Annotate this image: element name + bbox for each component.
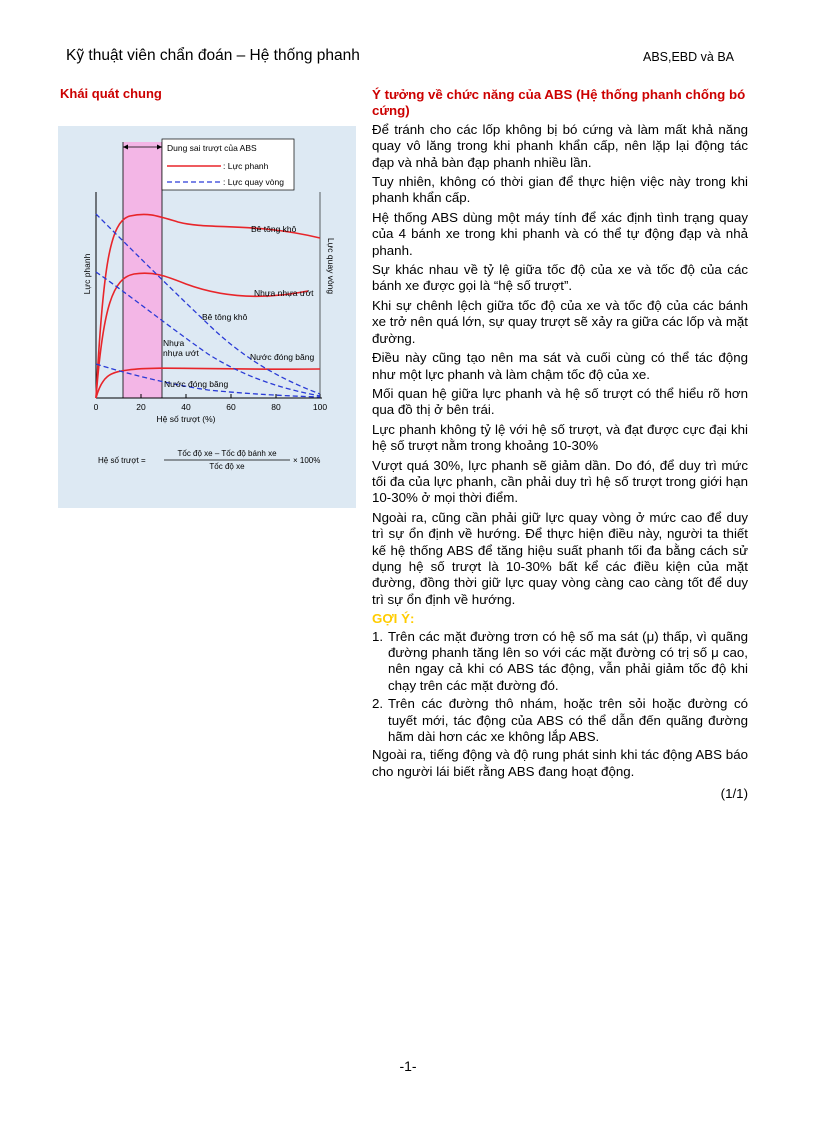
header-right: ABS,EBD và BA xyxy=(642,50,734,64)
paragraph-6: Điều này cũng tạo nên ma sát và cuối cùng có thể tác động như một lực phanh và làm chậm tốc độ của xe. xyxy=(372,350,748,382)
paragraph-3: Hệ thống ABS dùng một máy tính để xác định tình trạng quay của 4 bánh xe trong khi phanh và có thể tự động đạp và nhả phanh. xyxy=(372,209,748,258)
label-ice-left: Nước đóng băng xyxy=(164,379,229,389)
x-axis-label: Hệ số trượt (%) xyxy=(156,414,216,424)
page-number: -1- xyxy=(399,1058,417,1074)
tick-label-60: 60 xyxy=(226,402,236,412)
formula-denominator: Tốc độ xe xyxy=(209,462,245,471)
tick-label-40: 40 xyxy=(181,402,191,412)
right-column xyxy=(372,87,748,803)
tick-label-100: 100 xyxy=(312,402,328,412)
paragraph-5: Khi sự chênh lệch giữa tốc độ của xe và tốc độ của các bánh xe trở nên quá lớn, sự quay trượt sẽ xảy ra giữa các lốp và mặt đường. xyxy=(372,297,748,346)
slip-ratio-chart xyxy=(58,126,356,508)
legend-brake-label: : Lực phanh xyxy=(223,161,269,171)
paragraph-11: Ngoài ra, tiếng động và độ rung phát sinh khi tác động ABS báo cho người lái biết rằng ABS đang hoạt động. xyxy=(372,747,748,779)
hint-number-1: 1. xyxy=(372,628,384,644)
paragraph-9: Vượt quá 30%, lực phanh sẽ giảm dần. Do đó, để duy trì mức tối đa của lực phanh, cần phải duy trì hệ số trượt trong giới hạn 10-30% ở mọi thời điểm. xyxy=(372,457,748,506)
label-ice-right: Nước đóng băng xyxy=(250,352,315,362)
legend-turn-label: : Lực quay vòng xyxy=(223,177,284,187)
tick-label-0: 0 xyxy=(93,402,99,412)
hint-text-1: Trên các mặt đường trơn có hệ số ma sát (μ) thấp, vì quãng đường phanh tăng lên so với các mặt đường có trị số μ cao, nên ngay cả khi có ABS tác động, vẫn phải giảm tốc độ khi chạy trên các mặt đường đó. xyxy=(388,628,748,693)
label-wet-asphalt-line2: nhựa ướt xyxy=(163,348,199,358)
paragraph-1: Để tránh cho các lốp không bị bó cứng và làm mất khả năng quay vô lăng trong khi phanh khẩn cấp, nên lặp lại động tác đạp và nhả bàn đạp phanh nhiều lần. xyxy=(372,121,748,170)
tick-label-80: 80 xyxy=(271,402,281,412)
hint-text-2: Trên các đường thô nhám, hoặc trên sỏi hoặc đường có tuyết mới, tác động của ABS có thể dẫn đến quãng đường hãm dài hơn các xe không lắp ABS. xyxy=(388,696,748,745)
formula-numerator: Tốc độ xe – Tốc độ bánh xe xyxy=(177,449,277,458)
paragraph-2: Tuy nhiên, không có thời gian để thực hiện việc này trong khi phanh khẩn cấp. xyxy=(372,174,748,206)
label-dry-concrete-top: Bê tông khô xyxy=(251,224,297,234)
legend-title: Dung sai trượt của ABS xyxy=(167,143,257,153)
label-wet-asphalt-line1: Nhựa xyxy=(163,338,185,348)
label-wet-asphalt-top: Nhựa nhựa ướt xyxy=(254,288,314,298)
section-title: Khái quát chung xyxy=(60,86,162,101)
paragraph-8: Lực phanh không tỷ lệ với hệ số trượt, và đạt được cực đại khi hệ số trượt nằm trong khoảng 10-30% xyxy=(372,421,748,454)
header-title: Kỹ thuật viên chẩn đoán – Hệ thống phanh xyxy=(66,47,360,64)
formula-lhs: Hệ số trượt = xyxy=(98,456,146,465)
page-fraction: (1/1) xyxy=(720,786,748,802)
hint-list xyxy=(372,629,748,746)
slip-ratio-figure xyxy=(58,126,356,508)
y-axis-label-left: Lực phanh xyxy=(82,253,92,295)
abs-tolerance-band xyxy=(123,142,162,398)
paragraph-4: Sự khác nhau về tỷ lệ giữa tốc độ của xe và tốc độ của các bánh xe được gọi là “hệ số trượt”. xyxy=(372,262,748,294)
paragraph-10: Ngoài ra, cũng cần phải giữ lực quay vòng ở mức cao để duy trì sự ổn định về hướng. Để thực hiện điều này, người ta thiết kế hệ thống ABS để tăng hiệu suất phanh tối đa bằng cách sử dụng hệ số trượt là 10-30% bất kể các điều kiện của mặt đường, đồng thời giữ lực quay vòng càng cao càng tốt để duy trì sự ổn định về hướng. xyxy=(372,509,748,607)
formula-multiplier: × 100% xyxy=(293,456,321,465)
y-axis-label-right: Lực quay vòng xyxy=(326,237,336,295)
hint-item-1 xyxy=(372,629,748,695)
tick-label-20: 20 xyxy=(136,402,146,412)
hint-item-2 xyxy=(372,696,748,745)
paragraph-7: Mối quan hệ giữa lực phanh và hệ số trượt có thể hiểu rõ hơn qua đồ thị ở bên trái. xyxy=(372,385,748,418)
label-dry-concrete-mid: Bê tông khô xyxy=(202,312,248,322)
hint-number-2: 2. xyxy=(372,696,384,712)
hint-title: GỢI Ý: xyxy=(372,611,415,627)
abs-title: Ý tưởng về chức năng của ABS (Hệ thống phanh chống bó cứng) xyxy=(372,87,746,119)
